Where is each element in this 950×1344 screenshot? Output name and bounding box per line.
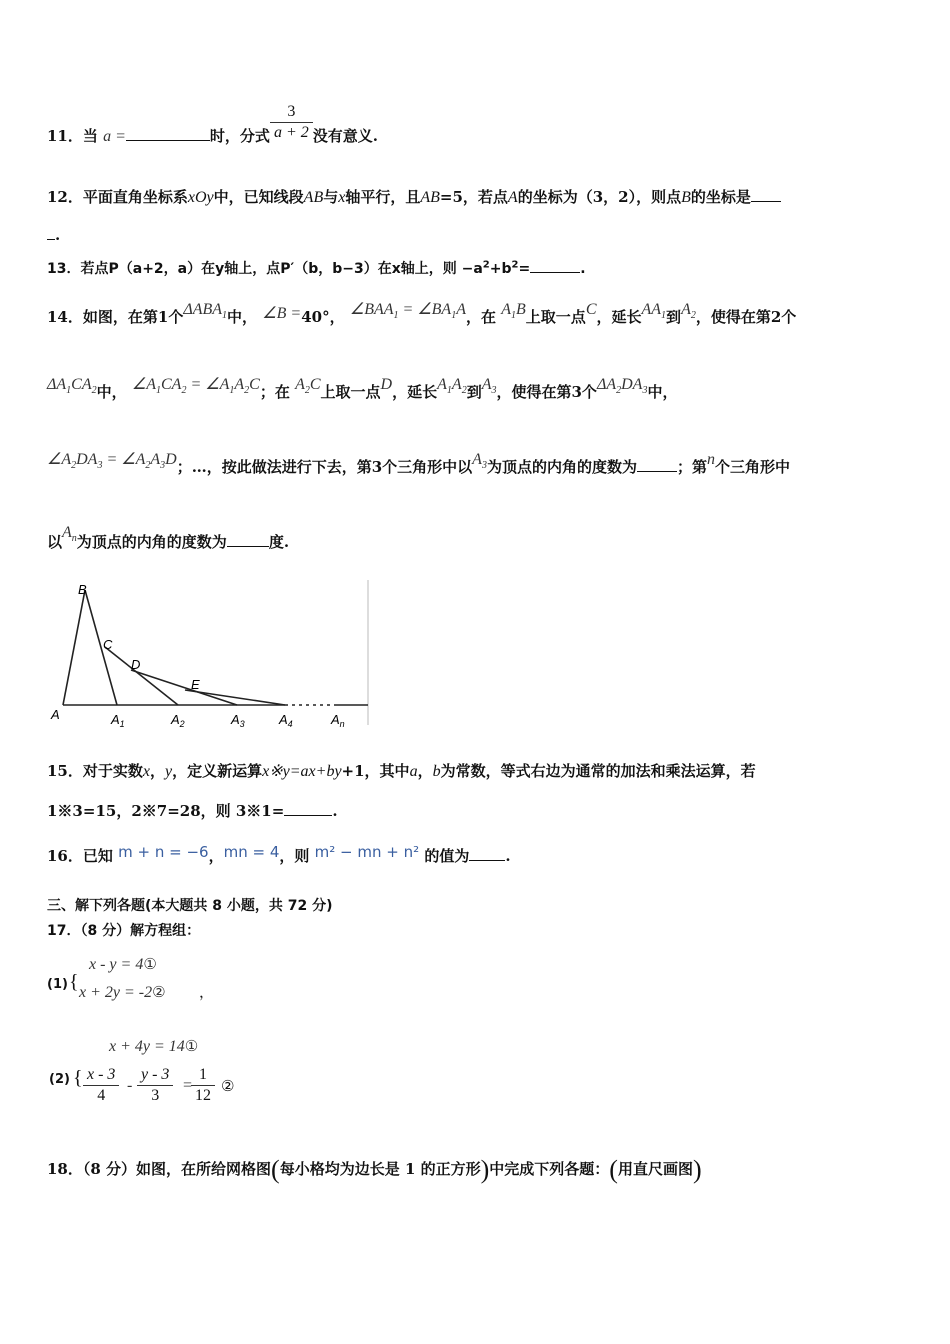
q14-angle-eq: $\angle BAA_1$ = $\angle BA_1A$ — [349, 301, 466, 322]
q14-a1a2: $A_1A_2$ — [437, 376, 467, 397]
q14-tri3: $\Delta A_2DA_3$ — [596, 376, 648, 397]
q17-p2-frac-2: $\frac{y - 3}{3}$ — [137, 1065, 173, 1106]
q18-number: 18． — [47, 1160, 83, 1178]
q14-l1b: 中， — [227, 308, 258, 326]
q17-p1-eq1: x - y = 4① — [89, 955, 157, 973]
q14-l1c: ，在 — [465, 308, 496, 326]
q18-d: 用直尺画图 — [617, 1160, 693, 1178]
q11-fraction: $\frac{3}{a + 2}$ — [270, 102, 313, 143]
q17-p2-circle: ② — [221, 1077, 235, 1095]
q14-l2e: ，延长 — [392, 383, 438, 401]
label-A2: $A_2$ — [171, 712, 185, 729]
q14-l1g: ，使得在第2个 — [695, 308, 797, 326]
q14-l2c: 上取一点 — [320, 383, 381, 401]
q11-var: a = — [103, 128, 126, 145]
label-An: $A_n$ — [331, 712, 345, 729]
q14-l2g: ，使得在第3个 — [496, 383, 597, 401]
q17-p1-comma: ， — [199, 983, 215, 1001]
q12-t3: 与 — [323, 188, 339, 206]
q14-l1f: 到 — [666, 308, 682, 326]
question-14-line2 — [47, 376, 678, 404]
q17-part-1 — [47, 955, 347, 1010]
label-B: B — [78, 582, 87, 597]
q14-angle3: $\angle A_2DA_3$ = $\angle A_2A_3D$ — [47, 451, 177, 472]
q13-number: 13． — [47, 261, 81, 277]
q17-part-2 — [47, 1035, 347, 1115]
q12-t2: 中，已知线段 — [213, 188, 304, 206]
q12-ab: AB — [303, 189, 324, 206]
q14-l3a: ；…，按此做法进行下去，第3个三角形中以 — [176, 458, 473, 476]
question-13 — [47, 258, 586, 278]
q15-blank[interactable] — [284, 814, 332, 816]
q16-blank[interactable] — [469, 859, 505, 861]
q18-b: 每小格均为边长是 1 的正方形 — [279, 1160, 481, 1178]
question-12 — [47, 186, 781, 207]
q14-d: D — [380, 376, 393, 393]
question-14-line1: 14．如图，在第1个$\Delta ABA_1$中， ∠B =40°， $\angle BAA_1$ = $\angle BA_1A$，在 $A_1B$上取一点C，延长$AA_1$到$A_2$，使得在第2个 — [47, 301, 797, 326]
q14-a3: $A_3$ — [481, 376, 497, 397]
q17-p2-brace: { — [73, 1067, 83, 1089]
q14-l2h: 中， — [647, 383, 678, 401]
question-18: 18．（8 分）如图，在所给网格图(每小格均为边长是 1 的正方形)中完成下列各题：(用直尺画图) — [47, 1155, 702, 1184]
q17-p2-eq1: x + 4y = 14① — [109, 1037, 199, 1055]
q17-p2-eq: = — [183, 1077, 193, 1094]
q15-number: 15． — [47, 762, 83, 780]
q12-end: . — [55, 226, 61, 244]
q13-end: . — [580, 261, 586, 277]
q14-a2: $A_2$ — [681, 301, 696, 322]
question-14-line4 — [47, 524, 290, 554]
question-15-line1: 15．对于实数x，y，定义新运算x※y=ax+by+1，其中a，b为常数，等式右边为通常的加法和乘法运算，若 — [47, 762, 756, 780]
q17-p2-minus: - — [127, 1077, 133, 1094]
q12-b: B — [681, 189, 691, 206]
q14-l4b: 为顶点的内角的度数为 — [76, 533, 227, 551]
q17-p1-eq2: x + 2y = -2② — [79, 983, 166, 1001]
q14-angle2: $\angle A_1CA_2$ = $\angle A_1A_2C$ — [131, 376, 260, 397]
q14-l3d: 个三角形中 — [714, 458, 790, 476]
q14-l3b: 为顶点的内角的度数为 — [486, 458, 637, 476]
q13-tail: = — [518, 261, 531, 277]
q11-pre: 当 — [82, 127, 98, 145]
q15-a: a — [409, 763, 418, 780]
q11-blank[interactable] — [126, 139, 210, 141]
label-A3: $A_3$ — [231, 712, 245, 729]
q15-l1: 对于实数 — [82, 762, 143, 780]
q14-l4a: 以 — [47, 533, 63, 551]
q12-ab5: AB — [420, 189, 440, 206]
q17-p2-frac-1: $\frac{x - 3}{4}$ — [83, 1065, 119, 1106]
q14-l2b: ；在 — [259, 383, 290, 401]
q14-a2c: $A_2C$ — [295, 376, 321, 397]
label-D: D — [131, 657, 141, 672]
q14-aa1: $AA_1$ — [641, 301, 667, 322]
q14-an: $A_n$ — [62, 524, 77, 545]
q13-sup1: 2 — [482, 259, 490, 271]
q14-l2a: 中， — [96, 383, 127, 401]
segment-DA3 — [131, 670, 237, 705]
q14-tri1: $\Delta ABA_1$ — [183, 301, 228, 322]
q15-l1d: 为常数，等式右边为通常的加法和乘法运算，若 — [440, 762, 756, 780]
q14-angB: ∠B = — [262, 305, 302, 322]
q14-l4c: 度. — [268, 533, 290, 551]
q12-t5: =5，若点 — [439, 188, 508, 206]
segment-CA2 — [105, 647, 178, 705]
segment-AB — [63, 590, 85, 705]
label-E: E — [191, 677, 200, 692]
label-A1: $A_1$ — [111, 712, 125, 729]
q15-x: x — [142, 763, 150, 780]
q14-l1a: 如图，在第1个 — [82, 308, 184, 326]
q13-mid: +b — [489, 261, 512, 277]
q15-l2: 1※3=15，2※7=28，则 3※1= — [47, 802, 285, 820]
q17-p2-frac-3: $\frac{1}{12}$ — [191, 1065, 215, 1106]
q15-op: x※y=ax+by — [262, 763, 342, 780]
label-A: A — [51, 707, 60, 722]
q14-figure — [45, 575, 375, 735]
q16-expr-1: m + n = −6 — [118, 843, 209, 861]
q12-text: 平面直角坐标系 — [82, 188, 188, 206]
q17-p2-label: (2) — [49, 1072, 70, 1087]
q12-a: A — [507, 189, 518, 206]
q14-a1b: $A_1B$ — [501, 301, 526, 322]
q14-n: n — [706, 451, 715, 468]
question-15-line2: 1※3=15，2※7=28，则 3※1= . — [47, 802, 338, 820]
q12-xoy: xOy — [187, 189, 214, 206]
q14-blank-2[interactable] — [227, 545, 269, 547]
q13-text: 若点P（a+2，a）在y轴上，点P′（b，b−3）在x轴上，则 −a — [80, 261, 483, 277]
q12-t4: 轴平行，且 — [345, 188, 421, 206]
q14-l3c: ；第 — [676, 458, 707, 476]
q15-l1c: +1，其中 — [341, 762, 410, 780]
question-16: 16．已知 m + n = −6，mn = 4，则 m² − mn + n² 的值为 . — [47, 843, 511, 865]
q14-tri2: $\Delta A_1CA_2$ — [47, 376, 97, 397]
q15-b: b — [432, 763, 441, 780]
label-A4: $A_4$ — [279, 712, 293, 729]
q16-number: 16． — [47, 847, 83, 865]
q12-continuation — [47, 226, 60, 244]
q14-l1e: ，延长 — [596, 308, 642, 326]
q18-a: （8 分）如图，在所给网格图 — [82, 1160, 272, 1178]
q12-number: 12． — [47, 188, 83, 206]
q18-c: 中完成下列各题： — [489, 1160, 610, 1178]
q14-l1d: 上取一点 — [525, 308, 586, 326]
q11-post: 没有意义. — [312, 127, 378, 145]
question-14-line3 — [47, 451, 790, 479]
q12-blank-cont[interactable] — [47, 238, 55, 240]
q12-t7: 的坐标是 — [690, 188, 751, 206]
q14-l2f: 到 — [466, 383, 482, 401]
question-17-heading: 17．（8 分）解方程组： — [47, 923, 201, 939]
q11-mid: 时，分式 — [209, 127, 270, 145]
q14-number: 14． — [47, 308, 83, 326]
q11-number: 11． — [47, 127, 83, 145]
q16-pre: 已知 — [82, 847, 113, 865]
segment-EA4 — [185, 690, 285, 705]
q14-c: C — [585, 301, 597, 318]
q12-blank[interactable] — [751, 200, 781, 202]
section-3-heading: 三、解下列各题(本大题共 8 小题，共 72 分) — [47, 898, 333, 914]
q17-p1-brace: { — [69, 971, 79, 993]
q15-l1b: ，定义新运算 — [172, 762, 263, 780]
q15-y: y — [165, 763, 173, 780]
q14-l3-a3: $A_3$ — [472, 451, 487, 472]
q13-sup2: 2 — [511, 259, 519, 271]
q16-post: 的值为 — [424, 847, 470, 865]
q12-x: x — [338, 189, 346, 206]
q14-deg: 40° — [301, 308, 330, 326]
q16-expr-3: m² − mn + n² — [314, 843, 420, 861]
question-11 — [47, 102, 378, 146]
label-C: C — [103, 637, 113, 652]
q17-p1-label: (1) — [47, 977, 68, 992]
q12-t6: 的坐标为（3，2），则点 — [517, 188, 682, 206]
q14-blank-1[interactable] — [637, 470, 677, 472]
q13-blank[interactable] — [530, 271, 580, 273]
q16-expr-2: mn = 4 — [223, 843, 280, 861]
